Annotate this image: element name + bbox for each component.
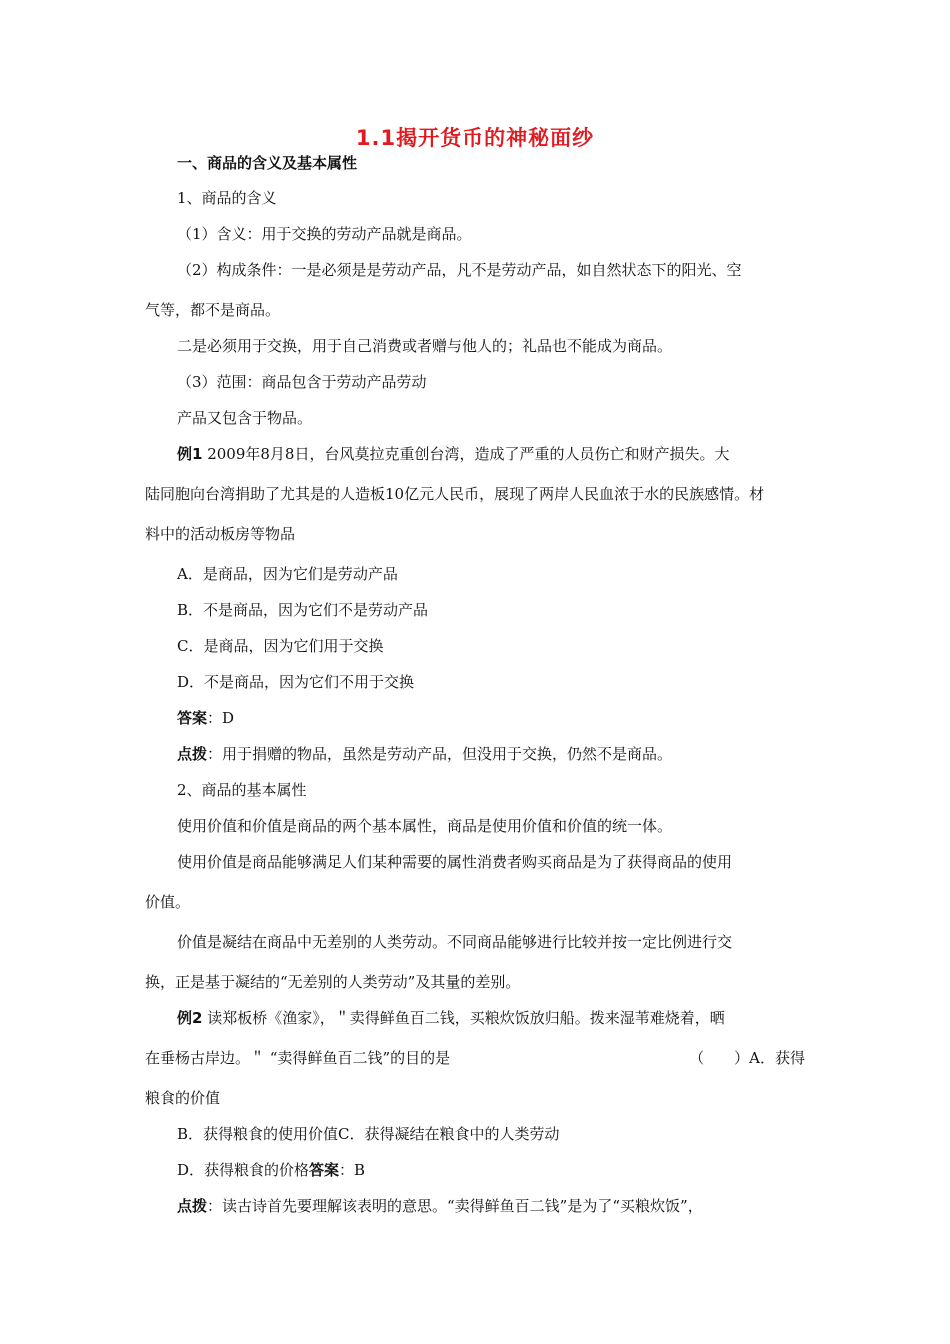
- paragraph-text: （2）构成条件：一是必须是是劳动产品，凡不是劳动产品，如自然状态下的阳光、空: [177, 261, 742, 279]
- hint-text: ：读古诗首先要理解该表明的意思。“卖得鲜鱼百二钱”是为了“买粮炊饭”，: [207, 1197, 703, 1215]
- paragraph-line: 价值。: [145, 893, 191, 911]
- hint-line: [177, 1195, 703, 1217]
- subsection-heading: 2、商品的基本属性: [177, 781, 307, 799]
- option-a: A．是商品，因为它们是劳动产品: [177, 565, 398, 583]
- page-title: 1.1揭开货币的神秘面纱: [355, 126, 595, 150]
- example-label: 例2: [177, 1009, 203, 1027]
- paragraph-line: 二是必须用于交换，用于自己消费或者赠与他人的；礼品也不能成为商品。: [177, 337, 673, 355]
- example-text: 读郑板桥《渔家》，＂卖得鲜鱼百二钱，买粮炊饭放归船。拨来湿苇难烧着，晒: [207, 1009, 725, 1027]
- answer-value: ：B: [339, 1161, 366, 1179]
- answer-label: 答案: [309, 1161, 340, 1179]
- paragraph-line: （1）含义：用于交换的劳动产品就是商品。: [177, 225, 472, 243]
- option-line: B．获得粮食的使用价值C．获得凝结在粮食中的人类劳动: [177, 1125, 560, 1143]
- paragraph-line: [177, 259, 805, 281]
- section-heading: 一、商品的含义及基本属性: [177, 154, 358, 172]
- example-text: （ ）A．获得: [689, 1049, 805, 1067]
- example-1-line: [177, 443, 729, 465]
- hint-label: 点拨: [177, 1197, 208, 1215]
- paragraph-line: 价值是凝结在商品中无差别的人类劳动。不同商品能够进行比较并按一定比例进行交: [177, 933, 733, 951]
- example-text: 2009年8月8日，台风莫拉克重创台湾，造成了严重的人员伤亡和财产损失。大: [207, 445, 730, 463]
- option-c: C．是商品，因为它们用于交换: [177, 637, 384, 655]
- paragraph-line: 使用价值是商品能够满足人们某种需要的属性消费者购买商品是为了获得商品的使用: [177, 853, 733, 871]
- example-2-line: 粮食的价值: [145, 1089, 221, 1107]
- example-text: 在垂杨古岸边。＂ “卖得鲜鱼百二钱”的目的是: [145, 1049, 451, 1067]
- answer-value: ：D: [207, 709, 235, 727]
- option-d: D．获得粮食的价格: [177, 1161, 310, 1179]
- paragraph-line: 气等，都不是商品。: [145, 301, 281, 319]
- example-1-line: 陆同胞向台湾捐助了尤其是的人造板10亿元人民币，展现了两岸人民血浓于水的民族感情。材: [145, 485, 765, 503]
- hint-text: ：用于捐赠的物品，虽然是劳动产品，但没用于交换，仍然不是商品。: [207, 745, 673, 763]
- example-2-line: [177, 1007, 725, 1029]
- example-1-line: 料中的活动板房等物品: [145, 525, 296, 543]
- example-2-line: [145, 1047, 805, 1069]
- subsection-heading: 1、商品的含义: [177, 189, 277, 207]
- paragraph-line: （3）范围：商品包含于劳动产品劳动: [177, 373, 427, 391]
- paragraph-line: 使用价值和价值是商品的两个基本属性，商品是使用价值和价值的统一体。: [177, 817, 673, 835]
- option-line: [177, 1159, 365, 1181]
- answer-label: 答案: [177, 709, 208, 727]
- option-b: B．不是商品，因为它们不是劳动产品: [177, 601, 429, 619]
- option-d: D．不是商品，因为它们不用于交换: [177, 673, 415, 691]
- example-label: 例1: [177, 445, 203, 463]
- hint-label: 点拨: [177, 745, 208, 763]
- paragraph-line: 换，正是基于凝结的“无差别的人类劳动”及其量的差别。: [145, 973, 521, 991]
- paragraph-line: 产品又包含于物品。: [177, 409, 313, 427]
- answer-line: [177, 707, 234, 729]
- hint-line: [177, 743, 672, 765]
